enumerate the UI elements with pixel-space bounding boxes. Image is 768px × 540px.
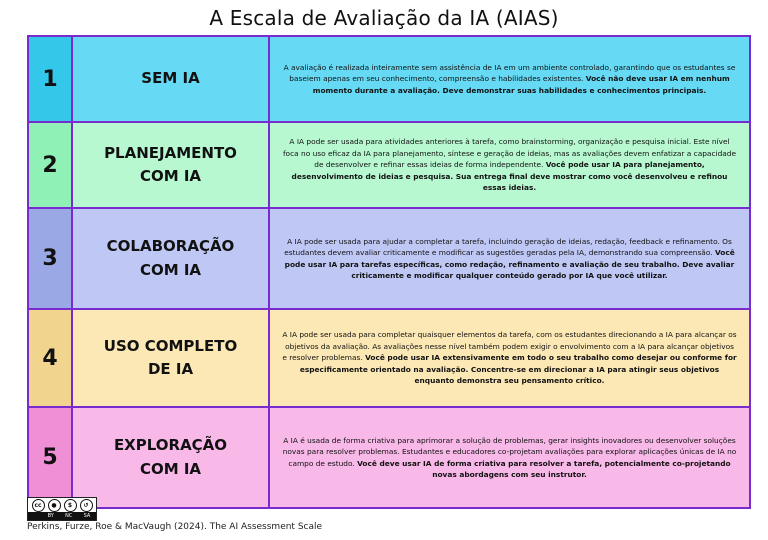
level-description	[270, 209, 749, 308]
sharealike-icon: ↺	[80, 499, 93, 512]
citation-text: Perkins, Furze, Roe & MacVaugh (2024). The AI Assessment Scale	[27, 522, 323, 532]
license-by-label: BY	[47, 513, 54, 520]
level-name	[73, 37, 270, 121]
level-number: 2	[29, 123, 73, 207]
level-row-2	[29, 123, 749, 209]
level-name-line1: USO COMPLETO	[103, 336, 238, 355]
level-guidance: Você pode usar IA extensivamente em todo o seu trabalho como desejar ou conforme for especificamente orientado na avaliação. Concentre-se em direcionar a IA para atingir seus objetivos enquanto demonstra seu pensamento crítico.	[299, 353, 737, 386]
level-text: A IA pode ser usada para atividades anteriores à tarefa, como brainstorming, organização e pesquisa inicial. Este nível foca no uso eficaz da IA para planejamento, síntese e geração de ideias, mas as avaliações devem enfatizar a capacidade de desenvolver e refinar essas ideias de forma independente.	[282, 137, 737, 170]
license-sa-label: SA	[83, 513, 91, 520]
level-description	[270, 310, 749, 406]
level-row-4	[29, 310, 749, 408]
noncommercial-icon: $	[64, 499, 77, 512]
level-name-line1: EXPLORAÇÃO	[113, 436, 228, 455]
attribution-icon: ●	[48, 499, 61, 512]
level-name-line1: SEM IA	[141, 69, 200, 88]
level-number: 4	[29, 310, 73, 406]
level-row-1	[29, 37, 749, 123]
level-row-3	[29, 209, 749, 310]
page-title: A Escala de Avaliação da IA (AIAS)	[209, 6, 559, 30]
level-text: A IA pode ser usada para ajudar a completar a tarefa, incluindo geração de ideias, redação, feedback e refinamento. Os estudantes devem avaliar criticamente e modificar as sugestões geradas pela IA, demonstrando sua compreensão.	[284, 236, 732, 258]
cc-license-badge	[27, 497, 97, 521]
level-guidance: Você pode usar IA para planejamento, desenvolvimento de ideias e pesquisa. Sua entrega final deve mostrar como você desenvolveu e refinou essas ideias.	[291, 160, 728, 193]
level-text: A IA é usada de forma criativa para aprimorar a solução de problemas, gerar insights inovadores ou desenvolver soluções novas para resolver problemas. Estudantes e educadores co-projetam avaliações para explorar aplicações únicas de IA no campo de estudo.	[282, 435, 737, 468]
level-name	[73, 209, 270, 308]
level-name	[73, 408, 270, 507]
aias-scale-table	[27, 35, 751, 509]
level-guidance: Você pode usar IA para tarefas específicas, como redação, refinamento e avaliação de seu trabalho. Deve avaliar criticamente e modificar qualquer conteúdo gerado por IA que você utilizar.	[284, 248, 735, 280]
level-text: A IA pode ser usada para completar quaisquer elementos da tarefa, com os estudantes direcionando a IA para alcançar os objetivos da avaliação. As avaliações nesse nível também podem exigir o envolvimento com a IA para alcançar objetivos e resolver problemas.	[282, 330, 737, 363]
level-number: 1	[29, 37, 73, 121]
license-nc-label: NC	[65, 513, 73, 520]
cc-icon: cc	[32, 499, 45, 512]
level-name-line1: PLANEJAMENTO	[104, 143, 237, 162]
level-name-line1: COLABORAÇÃO	[106, 237, 235, 256]
level-guidance: Você deve usar IA de forma criativa para resolver a tarefa, potencialmente co-projetando novas abordagens com seu instrutor.	[357, 458, 731, 479]
level-name	[73, 310, 270, 406]
level-description	[270, 37, 749, 121]
level-guidance: Você não deve usar IA em nenhum momento durante a avaliação. Deve demonstrar suas habilidades e conhecimentos principais.	[312, 74, 730, 95]
level-name	[73, 123, 270, 207]
level-name-line2: COM IA	[139, 260, 202, 279]
level-number: 5	[29, 408, 73, 507]
level-text: A avaliação é realizada inteiramente sem assistência de IA em um ambiente controlado, garantindo que os estudantes se baseiem apenas em seu conhecimento, compreensão e habilidades existentes.	[283, 62, 736, 84]
level-description	[270, 408, 749, 507]
level-name-line2: DE IA	[147, 360, 194, 378]
level-name-line2: COM IA	[139, 167, 202, 185]
level-name-line2: COM IA	[139, 459, 202, 478]
level-description	[270, 123, 749, 207]
level-row-5	[29, 408, 749, 507]
level-number: 3	[29, 209, 73, 308]
